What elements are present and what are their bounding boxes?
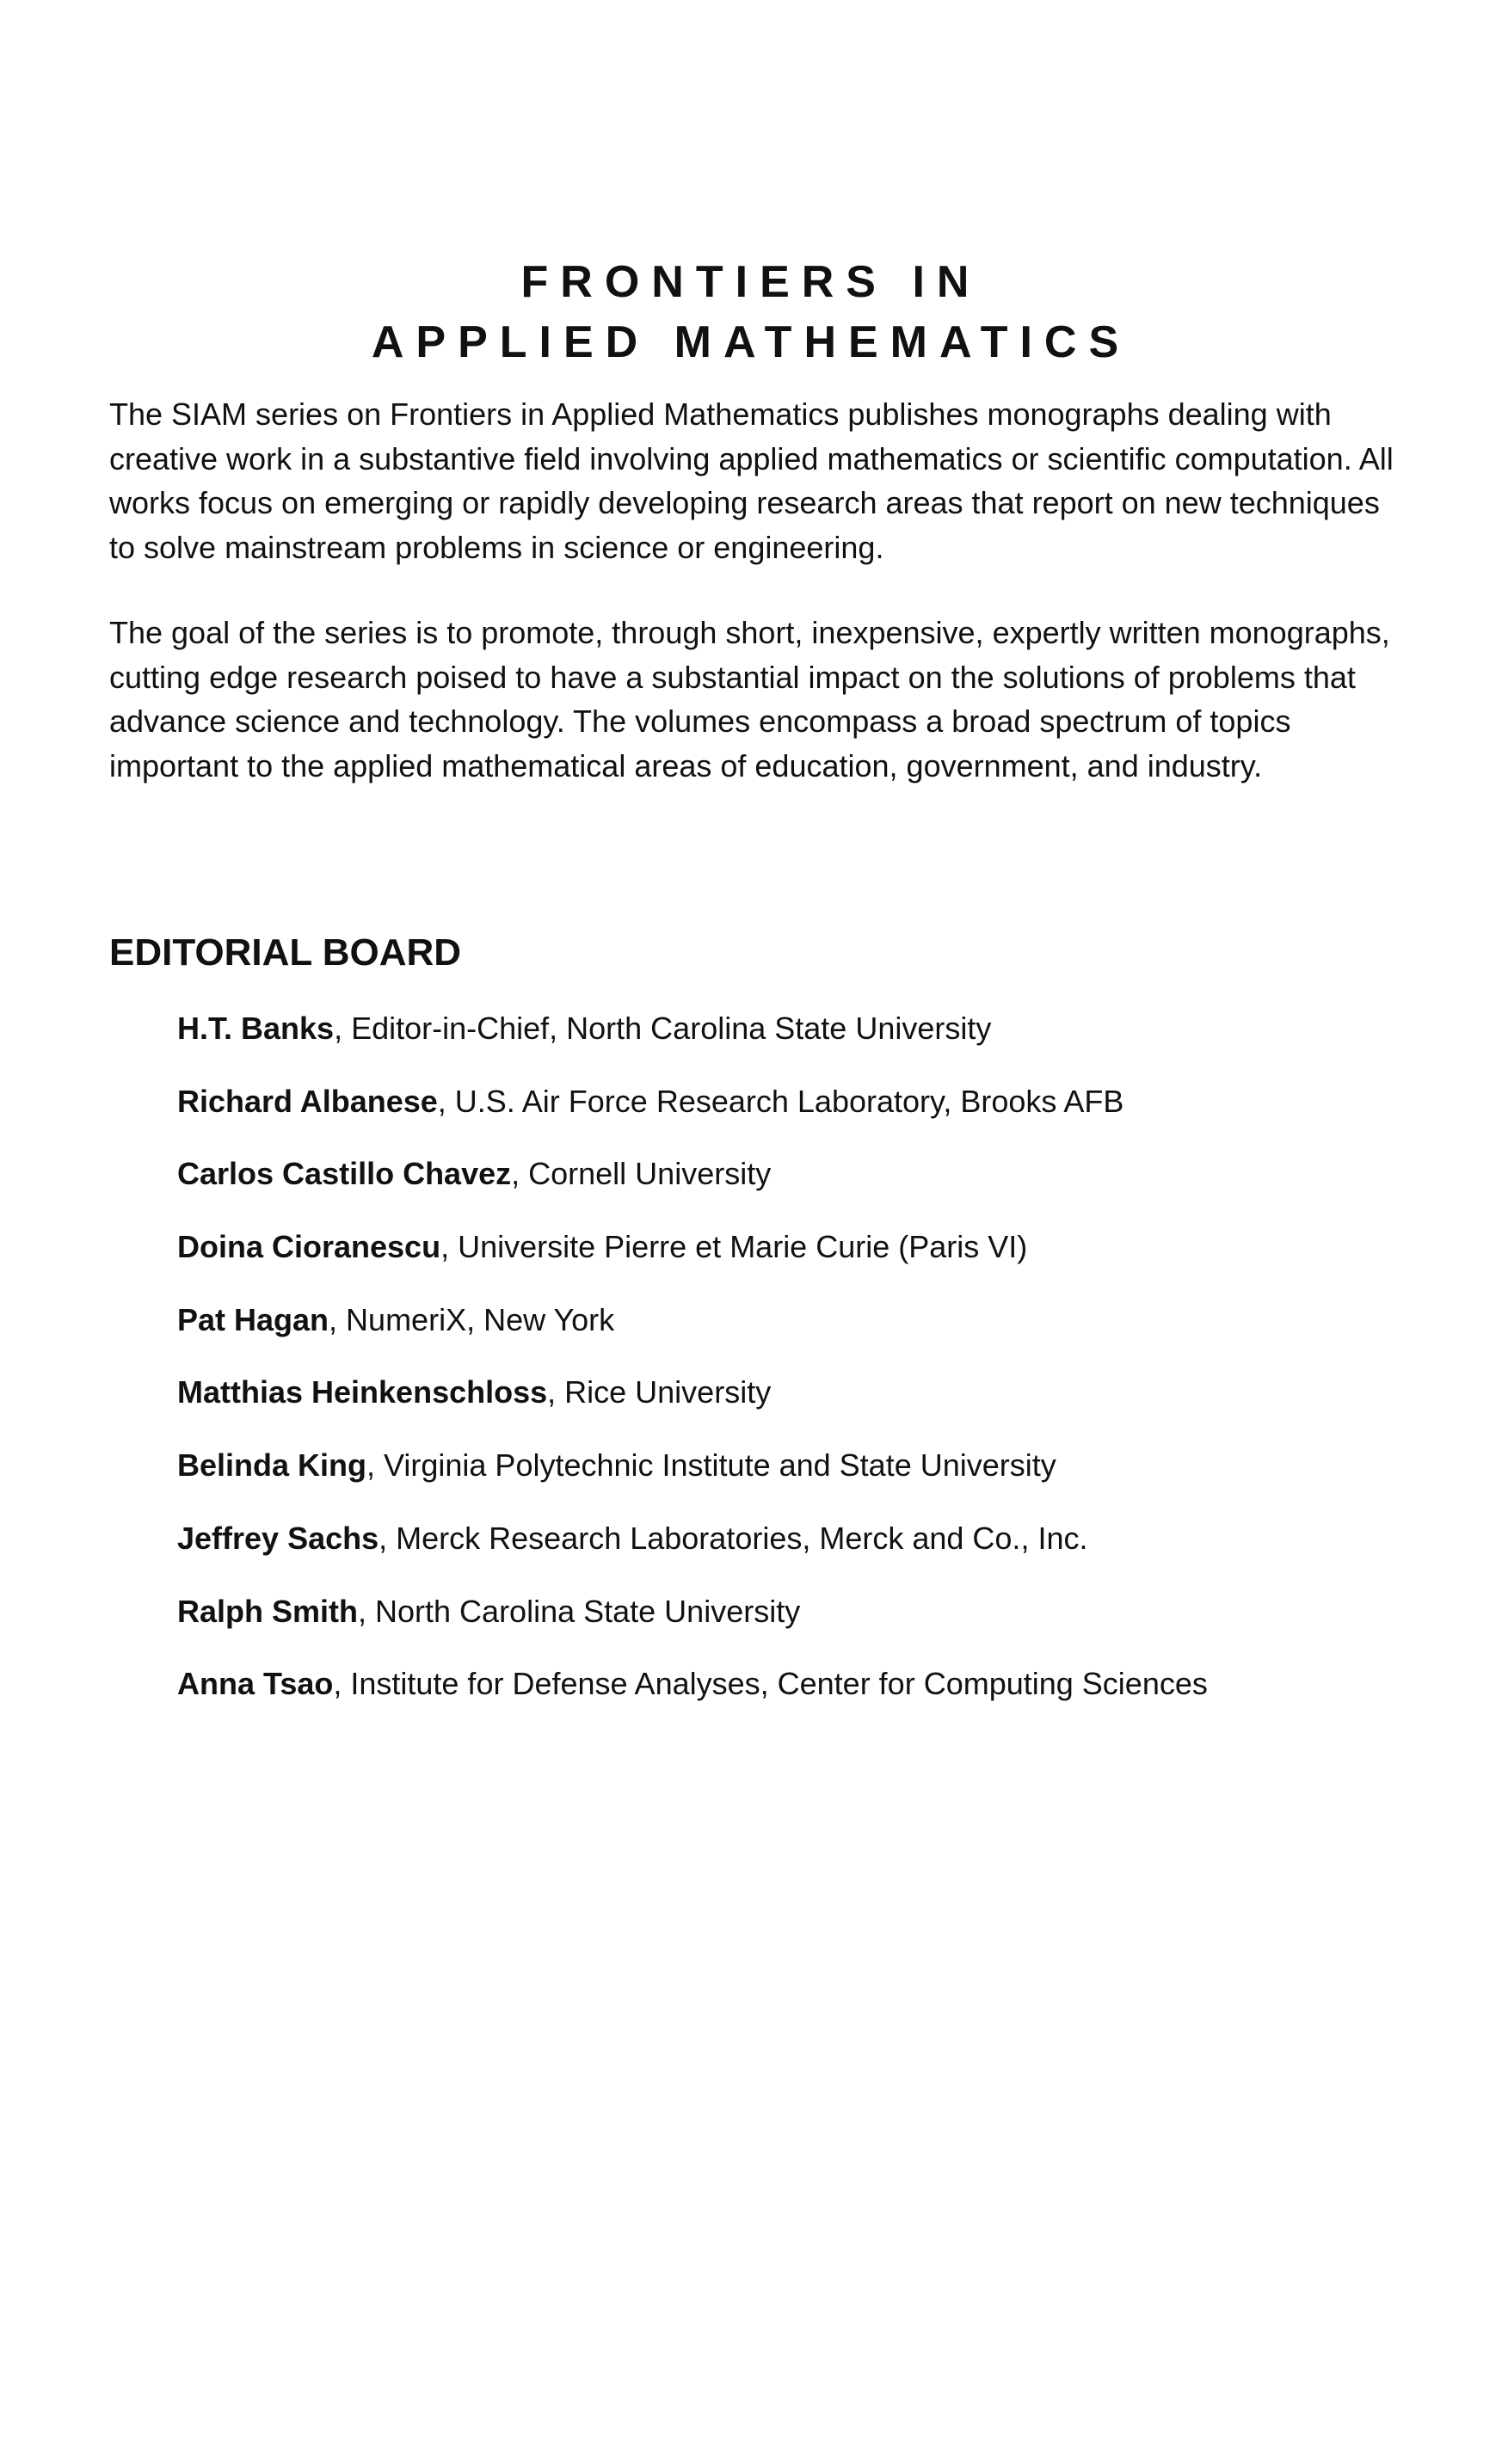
board-member-affiliation: , Rice University [547, 1374, 772, 1410]
series-description-paragraph-1: The SIAM series on Frontiers in Applied Mathematics publishes monographs dealing with creative work in a substantive field involving applied mathematics or scientific computation. All works focus on emerging or rapidly developing research areas that report on new techniques to solve mainstream problems in science or engineering. [109, 396, 1394, 565]
board-member-affiliation: , Universite Pierre et Marie Curie (Paris VI) [440, 1229, 1028, 1265]
board-member-affiliation: , Cornell University [511, 1156, 772, 1192]
board-member-affiliation: , Virginia Polytechnic Institute and State University [366, 1447, 1056, 1484]
board-member-affiliation: , U.S. Air Force Research Laboratory, Brooks AFB [437, 1083, 1124, 1119]
board-member-name: Anna Tsao [177, 1666, 334, 1702]
editorial-board-heading: EDITORIAL BOARD [109, 931, 462, 974]
board-member-affiliation: , NumeriX, New York [329, 1301, 615, 1337]
board-member-name: Richard Albanese [177, 1083, 438, 1119]
board-member [177, 1225, 1450, 1298]
board-member [177, 1079, 1450, 1152]
board-member-name: Jeffrey Sachs [177, 1520, 379, 1556]
board-member-name: Ralph Smith [177, 1593, 359, 1629]
board-member-affiliation: , Institute for Defense Analyses, Center for Computing Sciences [333, 1666, 1208, 1702]
board-member [177, 1516, 1450, 1589]
editorial-board-list [177, 1006, 1450, 1735]
board-member [177, 1443, 1450, 1516]
board-member-name: Doina Cioranescu [177, 1229, 441, 1265]
board-member-name: Pat Hagan [177, 1301, 329, 1337]
series-description-paragraph-2: The goal of the series is to promote, through short, inexpensive, expertly written monographs, cutting edge research poised to have a substantial impact on the solutions of problems that advance science and technology. The volumes encompass a broad spectrum of topics important to the applied mathematical areas of education, government, and industry. [109, 615, 1390, 783]
board-member-name: Belinda King [177, 1447, 367, 1484]
series-title-line-1: FRONTIERS IN [520, 257, 982, 307]
board-member [177, 1298, 1450, 1371]
board-member [177, 1662, 1450, 1735]
board-member [177, 1152, 1450, 1225]
board-member [177, 1589, 1450, 1662]
board-member-affiliation: , North Carolina State University [358, 1593, 801, 1629]
board-member [177, 1370, 1450, 1443]
board-member-name: H.T. Banks [177, 1011, 335, 1046]
board-member-affiliation: , Merck Research Laboratories, Merck and Co., Inc. [379, 1520, 1088, 1556]
board-member-name: Carlos Castillo Chavez [177, 1156, 512, 1192]
board-member [177, 1006, 1450, 1079]
board-member-affiliation: , Editor-in-Chief, North Carolina State University [334, 1011, 992, 1046]
board-member-name: Matthias Heinkenschloss [177, 1374, 548, 1410]
series-title-line-2: APPLIED MATHEMATICS [371, 317, 1131, 367]
